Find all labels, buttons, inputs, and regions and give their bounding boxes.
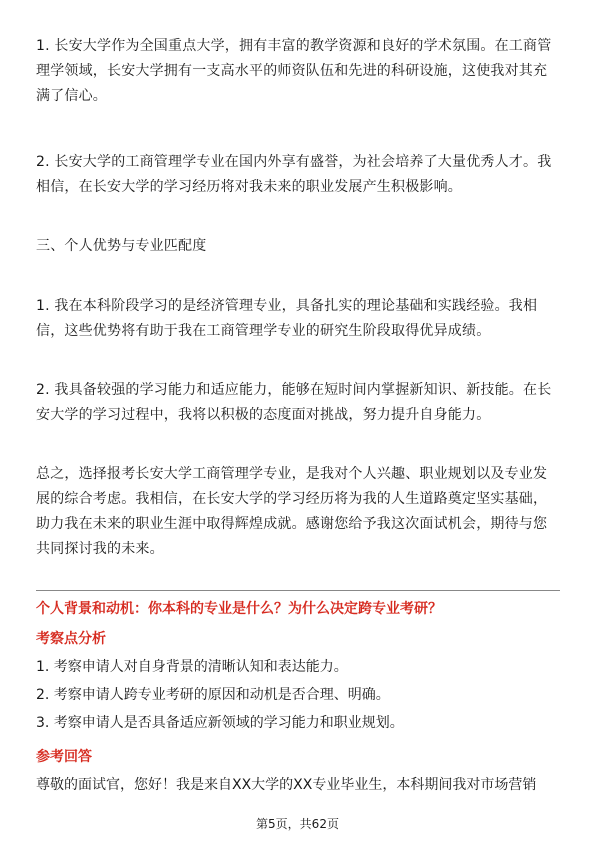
analysis-item-1: 1. 考察申请人对自身背景的清晰认知和表达能力。 bbox=[36, 659, 348, 675]
answer-heading: 参考回答 bbox=[36, 749, 92, 765]
paragraph-3: 1. 我在本科阶段学习的是经济管理专业，具备扎实的理论基础和实践经验。我相信，这些优势将有助于我在工商管理学专业的研究生阶段取得优异成绩。 bbox=[36, 298, 538, 339]
paragraph-4: 2. 我具备较强的学习能力和适应能力，能够在短时间内掌握新知识、新技能。在长安大学的学习过程中，我将以积极的态度面对挑战，努力提升自身能力。 bbox=[36, 382, 552, 423]
analysis-item-2: 2. 考察申请人跨专业考研的原因和动机是否合理、明确。 bbox=[36, 687, 390, 703]
answer-text: 尊敬的面试官，您好！我是来自XX大学的XX专业毕业生，本科期间我对市场营销 bbox=[36, 777, 537, 793]
question-title: 个人背景和动机：你本科的专业是什么？为什么决定跨专业考研？ bbox=[36, 601, 442, 617]
section-divider bbox=[36, 590, 560, 591]
page-number: 第5页，共62页 bbox=[256, 817, 339, 831]
paragraph-2: 2. 长安大学的工商管理学专业在国内外享有盛誉，为社会培养了大量优秀人才。我相信，在长安大学的学习经历将对我未来的职业发展产生积极影响。 bbox=[36, 154, 552, 195]
analysis-item-3: 3. 考察申请人是否具备适应新领域的学习能力和职业规划。 bbox=[36, 715, 404, 731]
paragraph-1: 1. 长安大学作为全国重点大学，拥有丰富的教学资源和良好的学术氛围。在工商管理学领域，长安大学拥有一支高水平的师资队伍和先进的科研设施，这使我对其充满了信心。 bbox=[36, 38, 552, 104]
section-heading-3: 三、个人优势与专业匹配度 bbox=[36, 238, 207, 254]
conclusion-paragraph: 总之，选择报考长安大学工商管理学专业，是我对个人兴趣、职业规划以及专业发展的综合考虑。我相信，在长安大学的学习经历将为我的人生道路奠定坚实基础，助力我在未来的职业生涯中取得辉煌成就。感谢您给予我这次面试机会，期待与您共同探讨我的未来。 bbox=[36, 466, 548, 557]
analysis-heading: 考察点分析 bbox=[36, 631, 106, 647]
